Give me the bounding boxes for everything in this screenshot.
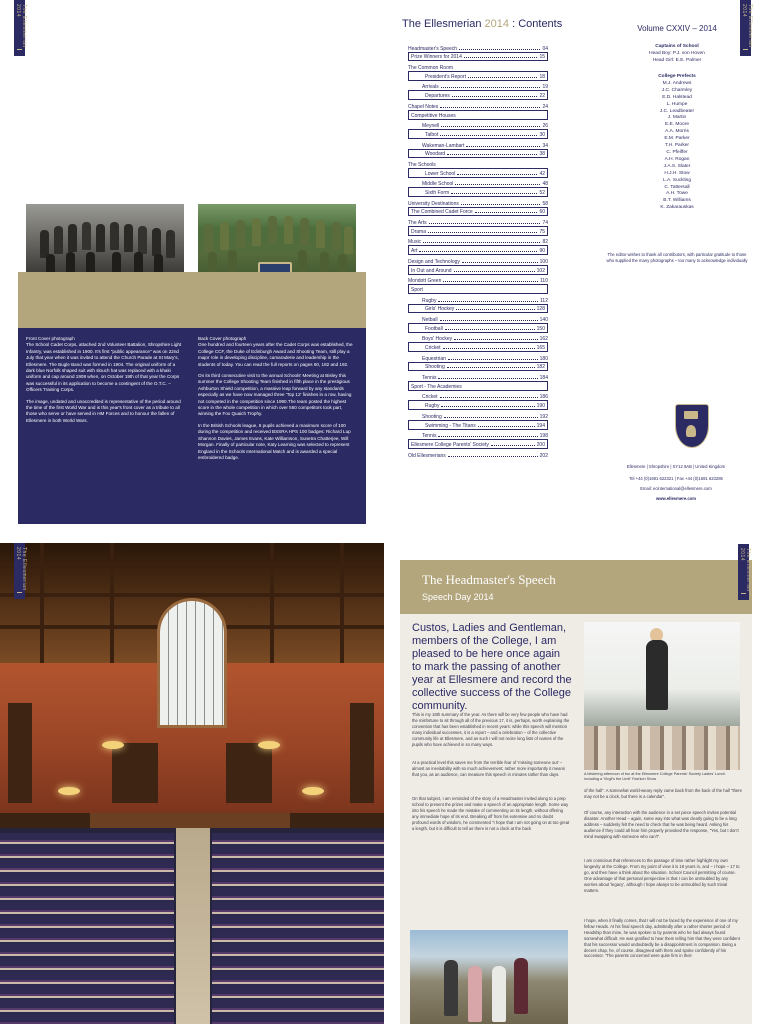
toc-entry[interactable] <box>408 265 548 275</box>
toc-entry-page: 30 <box>539 131 545 138</box>
caption-text: One hundred and fourteen years after the Cadet Corps was established, the College CCF, the Duke of Edinburgh Award and Shooting Team, still play a major role in developing discipline, camaraderie and leadership in the students of today. You can read the full reports on pages 60, 182 and 192. <box>198 342 353 367</box>
caption-text: In the British Schools league, 6 pupils achieved a maximum score of 100 during the competition and received BSSRA HPS 100 badges: Richard Lup Shannon Davies, James Evans, Kate Williamson, Sunetra Chatterjee, Will Morgan. Finally of particular note, Katy Learning was selected to represent England in the Schools International Match and is awarded a special embroidered badge. <box>198 422 351 460</box>
toc-entry-page: 52 <box>539 190 545 196</box>
page-spine-tab <box>14 0 25 56</box>
toc-entry-label: Mondott Green <box>408 278 442 285</box>
speech-intro: Custos, Ladies and Gentleman, members of the College, I am pleased to be here once again to mark the passing of another year at Ellesmere and record the collective success of the College community. <box>412 622 572 712</box>
toc-entry-label: Design and Technology <box>408 258 460 265</box>
inside-cover-page <box>0 0 384 540</box>
toc-entry-page: 18 <box>539 73 545 80</box>
toc-entry[interactable] <box>408 207 548 217</box>
spine-label: The Ellesmerian 2014 <box>15 4 27 48</box>
toc-entry-page: 190 <box>536 403 545 410</box>
page-spine-tab <box>14 543 25 599</box>
chapel-aisle <box>176 828 210 1024</box>
toc-entry[interactable] <box>408 236 548 246</box>
toc-entry[interactable] <box>408 255 548 265</box>
toc-entry-label: Equestrian <box>422 355 446 362</box>
speech-paragraph: On that subject, I am reminded of the story of a Headmaster invited along to a prep school to present the prizes and make a speech of an appropriate length. Some way into his speech he made the mistake of commenting on its length, without offering any immediate hope of its end. Breaking off from his extensive and no doubt profound words of wisdom, he commented "I hope that I am not going on at too great a length, but it is difficult to tell as there is not a clock at the back <box>412 796 570 831</box>
toc-entry-page: 74 <box>542 220 548 227</box>
toc-entry-page: 140 <box>539 316 548 323</box>
toc-entry-page: 110 <box>540 278 548 285</box>
toc-entry-page: 90 <box>539 248 545 255</box>
stained-glass-window <box>157 598 227 728</box>
lamp-icon <box>258 741 280 749</box>
toc-entry-page: 19 <box>542 84 548 91</box>
gold-band <box>18 272 366 328</box>
toc-entry[interactable] <box>408 294 548 304</box>
toc-entry[interactable] <box>408 110 548 120</box>
hikers-photo <box>410 930 568 1024</box>
toc-entry[interactable] <box>408 391 548 401</box>
toc-entry[interactable] <box>408 323 548 333</box>
prefects-heading: College Prefects <box>658 74 696 79</box>
toc-entry-page: 15 <box>539 54 545 61</box>
seated-pupils-right <box>212 833 384 1024</box>
prefect-name: L. Humpe <box>666 101 688 107</box>
toc-entry-page: 48 <box>542 181 548 188</box>
toc-entry-label: Woodard <box>425 151 446 158</box>
toc-entry[interactable] <box>408 81 548 91</box>
seated-audience <box>584 726 740 770</box>
toc-entry-page: 82 <box>542 239 548 246</box>
spine-label: The Ellesmerian 2014 <box>739 548 751 592</box>
toc-entry-label: Arrivals <box>422 84 439 91</box>
caption-text: On its third consecutive visit to the annual Schools' Meeting at Bisley this summer the College Shooting Team finished in fifth place in the prestigious Ashburton Shield competition, a massive leap forward by any standards especially as we have now managed three 'Top 12' finishes in a row, having not competed in the competition since 1990.The team posted the highest score in the whole competition in which over 550 competitors took part, winning the Fox Quaich Trophy. <box>198 373 352 417</box>
toc-entry-label: Netball <box>422 316 438 323</box>
prefect-name: A.A. Morris <box>665 129 689 135</box>
toc-entry[interactable] <box>408 226 548 236</box>
toc-entry-label: Boys' Hockey <box>422 336 453 343</box>
toc-entry[interactable] <box>408 371 548 381</box>
toc-entry-label: Drama <box>411 228 427 235</box>
editor-note: The editor wishes to thank all contributors, with particular gratitude to those who supplied the many photographs – too many to acknowledge individually <box>606 252 748 263</box>
photo-caption: A blistering afternoon of fun at the Ellesmere College Parents' Society Ladies' Lunch including a 'Virgil's the Limit' Fashion Show <box>584 772 726 781</box>
toc-entry[interactable] <box>408 342 548 352</box>
toc-entry-label: Tennis <box>422 375 437 382</box>
prefect-name: K. Zakarauskas <box>660 205 694 211</box>
toc-entry-label: Art <box>411 248 418 255</box>
toc-entry[interactable] <box>408 197 548 207</box>
prefect-name: E.D. Halstead <box>662 94 692 100</box>
toc-entry[interactable] <box>408 187 548 197</box>
lamp-icon <box>302 787 324 795</box>
toc-entry[interactable] <box>408 158 548 168</box>
toc-entry-page: 38 <box>539 151 545 158</box>
toc-entry[interactable] <box>408 304 548 314</box>
toc-entry[interactable] <box>408 352 548 362</box>
toc-entry-label: Competitive Houses <box>411 112 456 119</box>
toc-entry-label: Swimming - The Titans <box>425 422 476 429</box>
chapel-photo-page <box>0 543 384 1024</box>
toc-entry[interactable] <box>408 178 548 188</box>
toc-entry-label: The Common Room <box>408 65 454 72</box>
toc-entry-label: Prize Winners for 2014 <box>411 54 462 61</box>
back-cover-caption <box>198 336 356 466</box>
prefect-name: T.H. Parker <box>665 143 689 149</box>
toc-entry-label: Rugby <box>422 297 437 304</box>
contents-page <box>384 0 768 540</box>
website-link[interactable]: www.ellesmere.com <box>656 496 696 501</box>
prefect-name: L.A. Suckling <box>663 177 691 183</box>
toc-entry[interactable] <box>408 139 548 149</box>
speech-header <box>400 560 752 614</box>
cover-captions-panel <box>18 328 366 524</box>
toc-entry-page: 202 <box>539 452 548 459</box>
toc-entry-label: Middle School <box>422 181 454 188</box>
toc-entry[interactable] <box>408 100 548 110</box>
prefect-name: J.C. Charmley <box>661 87 693 93</box>
seated-pupils-left <box>0 833 174 1024</box>
address-line: Ellesmere | Shropshire | SY12 9AB | United Kingdom <box>626 464 726 469</box>
toc-entry-page: 102 <box>536 267 545 274</box>
speech-paragraph: I am conscious that references to the passage of time rather highlight my own longevity at the College. From my point of view it is 18 years in, and – I hope – 17 to go, and then have a think about the situation. School Council permitting of course. One advantage of that personal perspective is that I can be untroubled by any worries about 'legacy', although I hope always to be untroubled by such trivial matters. <box>584 858 740 893</box>
toc-entry-label: Girls' Hockey <box>425 306 455 313</box>
volume-title: Volume CXXIV – 2014 <box>637 24 717 33</box>
toc-entry-page: 75 <box>539 228 545 235</box>
spine-label: The Ellesmerian 2014 <box>741 4 753 48</box>
toc-entry-page: 192 <box>539 413 548 420</box>
email-line: Email: ecinternational@ellesmere.com <box>640 486 712 491</box>
toc-entry-label: University Destinations <box>408 200 459 207</box>
captains-block <box>604 44 750 65</box>
speaker-photo <box>584 622 740 770</box>
lamp-icon <box>102 741 124 749</box>
speech-paragraph: of the hall". A somewhat world-weary reply came back from the back of the hall "there may not be a clock, but there is a calendar". <box>584 788 742 799</box>
speech-paragraph: At a practical level this saves me from the terrible fear of 'missing someone out' – almost an inevitability with so much achievement; rather more importantly it means that you, as an audience, can measure this speech in minutes rather than days. <box>412 760 565 777</box>
toc-entry[interactable] <box>408 245 548 255</box>
toc-entry-page: 42 <box>539 170 545 177</box>
toc-entry[interactable] <box>408 333 548 343</box>
toc-entry-label: Talbot <box>425 131 439 138</box>
prefect-name: C. Tattersall <box>664 184 690 190</box>
toc-entry-page: 198 <box>539 433 548 440</box>
prefect-name: E.M. Parker <box>664 136 690 142</box>
caption-text: The School Cadet Corps, attached 2nd Volunteer Battalion, Shropshire Light Infantry, was established in 1900. It's first "public appearance" was on 22nd July that year when it was invited to attend the Church Parade at St Mary's, Ellesmere. The Bugle Band was formed in 1904. The original uniform of a dark blue Norfolk shaped suit with slouch hat was replaced with a khaki uniform and cap around 1908 when, on October 19th of that year the Corps was successful in its application to become a contingent of the O.T.C. – Officers Training Corps. <box>26 342 182 393</box>
toc-entry-label: Sport <box>411 286 423 293</box>
toc-entry-label: Tennis <box>422 433 437 440</box>
prefect-name: J.A.S. Slater <box>663 163 691 169</box>
toc-entry-page: 34 <box>542 142 548 149</box>
toc-entry-label: Rugby <box>425 403 440 410</box>
prefects-block <box>604 74 750 212</box>
toc-entry[interactable] <box>408 42 548 52</box>
toc-entry[interactable] <box>408 61 548 71</box>
toc-entry-label: President's Report <box>425 73 466 80</box>
toc-entry[interactable] <box>408 168 548 178</box>
toc-entry-label: Shooting <box>422 413 442 420</box>
speech-paragraph: Of course, any interaction with the audience in a set piece speech invites potential disaster. Another Head – again, some way into what was clearly going to be a long address – suddenly felt the need to check that he was being heard. Asking his audience if they could all hear him properly provoked the response, "Yes, but I don't mind swapping with someone who can't". <box>584 810 739 839</box>
prefect-name: E.E. Moore <box>665 122 689 128</box>
toc-entry[interactable] <box>408 149 548 159</box>
prefect-name: M.J. Andrews <box>662 80 692 86</box>
toc-entry[interactable] <box>408 120 548 130</box>
caption-heading: Back Cover photograph <box>198 336 247 341</box>
contents-title: The Ellesmerian 2014 : Contents <box>402 18 563 30</box>
prefect-name: A.H. Towe <box>666 191 688 197</box>
toc-entry[interactable] <box>408 52 548 62</box>
toc-entry-label: Sport - The Academies <box>411 383 462 390</box>
prefect-name: J.C. Leadbeater <box>659 108 695 114</box>
head-girl: Head Girl: E.E. Palmer <box>652 57 702 63</box>
speech-body <box>400 614 752 1024</box>
speech-paragraph: This is my 18th summary of the year. As there will be very few people who have had the misfortune to sit through all of the previous 17, it is, perhaps, worth explaining the convention that has been established in recent years: while this speech will mention many individual successes, it is a report – and a celebration – of the collective community life at Ellesmere, and as such I will not recite long lists of names of the pupils who have achieved in so many ways. <box>412 712 570 747</box>
lamp-icon <box>58 787 80 795</box>
toc-entry-label: Sixth Form <box>425 190 450 196</box>
toc-entry-label: Music <box>408 239 422 246</box>
page-spine-tab <box>738 544 749 600</box>
prefect-name: A.H. Rogan <box>664 156 690 162</box>
toc-entry-label: In Out and Around <box>411 267 452 274</box>
toc-entry-page: 26 <box>542 123 548 130</box>
toc-entry-label: Shooting <box>425 364 445 371</box>
toc-entry-label: Ellesmere College Parents' Society <box>411 441 489 448</box>
toc-entry-label: Cricket <box>422 394 438 401</box>
speech-title: The Headmaster's Speech <box>422 572 556 587</box>
toc-entry[interactable] <box>408 284 548 294</box>
toc-entry[interactable] <box>408 381 548 391</box>
toc-entry-label: Headmaster's Speech <box>408 45 458 52</box>
toc-entry-label: The Combined Cadet Force <box>411 209 473 216</box>
toc-entry[interactable] <box>408 129 548 139</box>
toc-entry-page: 184 <box>539 375 548 382</box>
table-of-contents <box>408 42 548 459</box>
captains-heading: Captains of School <box>655 44 699 49</box>
head-boy: Head Boy: P.J. von Hoven <box>649 50 705 56</box>
toc-entry-label: Cricket <box>425 345 441 351</box>
toc-entry-page: 100 <box>539 258 548 265</box>
toc-entry-label: Departures <box>425 93 450 100</box>
toc-entry[interactable] <box>408 90 548 100</box>
toc-entry[interactable] <box>408 71 548 81</box>
toc-entry[interactable] <box>408 439 548 449</box>
toc-entry[interactable] <box>408 362 548 372</box>
toc-entry-page: 128 <box>536 306 545 313</box>
toc-entry[interactable] <box>408 400 548 410</box>
prefect-name: C. Pfeiffer <box>666 149 688 155</box>
toc-entry[interactable] <box>408 275 548 285</box>
page-spine-tab <box>740 0 751 56</box>
toc-entry-page: 165 <box>536 345 545 351</box>
spine-label: The Ellesmerian 2014 <box>15 547 27 591</box>
prefect-name: B.T. Williams <box>663 198 691 204</box>
toc-entry-page: 112 <box>540 297 548 304</box>
caption-text: The image, undated and unaccredited is representative of the period around the time of the first World War and is this year's front cover as a tribute to all those who serve or have served in HM Forces and to honour the fallen of Ellesmere in both World Wars. <box>26 398 181 423</box>
toc-entry-page: 162 <box>539 336 548 343</box>
toc-entry-label: Meynell <box>422 123 440 130</box>
speech-subtitle: Speech Day 2014 <box>422 592 494 602</box>
toc-entry-page: 22 <box>539 93 545 100</box>
toc-entry-label: Lower School <box>425 170 456 177</box>
toc-entry-page: 58 <box>542 200 548 207</box>
toc-entry-page: 200 <box>536 441 545 448</box>
school-crest-icon <box>675 404 709 448</box>
toc-entry-page: 04 <box>542 45 548 52</box>
toc-entry[interactable] <box>408 216 548 226</box>
toc-entry-page: 180 <box>539 355 548 362</box>
toc-entry-label: Old Ellesmerians <box>408 452 446 459</box>
prefect-name: J. Martin <box>667 115 687 121</box>
toc-entry-page: 150 <box>536 325 545 332</box>
toc-entry-page: 60 <box>539 209 545 216</box>
toc-entry-label: Chapel Notes <box>408 103 439 110</box>
toc-entry[interactable] <box>408 410 548 420</box>
toc-entry[interactable] <box>408 420 548 430</box>
prefect-name: H.J.H. Stow <box>664 170 690 176</box>
toc-entry[interactable] <box>408 313 548 323</box>
toc-entry[interactable] <box>408 449 548 459</box>
toc-entry[interactable] <box>408 430 548 440</box>
toc-entry-label: Wakeman-Lambart <box>422 142 465 149</box>
toc-entry-page: 186 <box>539 394 548 401</box>
speech-paragraph: I hope, when it finally comes, that I will not be faced by the experience of one of my fellow Heads. At his final speech day, admittedly after a rather shorter period of Headship than mine, he was spoken to by parents who he had always found somewhat difficult. He was gratified to hear them telling him that they were confident that his successor would undoubtedly be a disappointment in comparison. Being a decent chap, he, of course, disagreed with them and spoke confidently of his successor. "The parents concerned were quite firm in their <box>584 918 740 959</box>
toc-entry-page: 194 <box>536 422 545 429</box>
headmasters-speech-page <box>400 548 768 1024</box>
toc-entry-label: Football <box>425 325 443 332</box>
toc-entry-page: 24 <box>542 103 548 110</box>
toc-entry-label: The Schools <box>408 161 436 168</box>
caption-heading: Front Cover photograph <box>26 336 75 341</box>
toc-entry-label: The Arts <box>408 220 427 227</box>
front-cover-caption <box>26 336 184 429</box>
toc-entry-page: 182 <box>536 364 545 371</box>
phone-line: Tel +44 (0)1691 622321 | Fax +44 (0)1691 623286 <box>629 476 723 481</box>
